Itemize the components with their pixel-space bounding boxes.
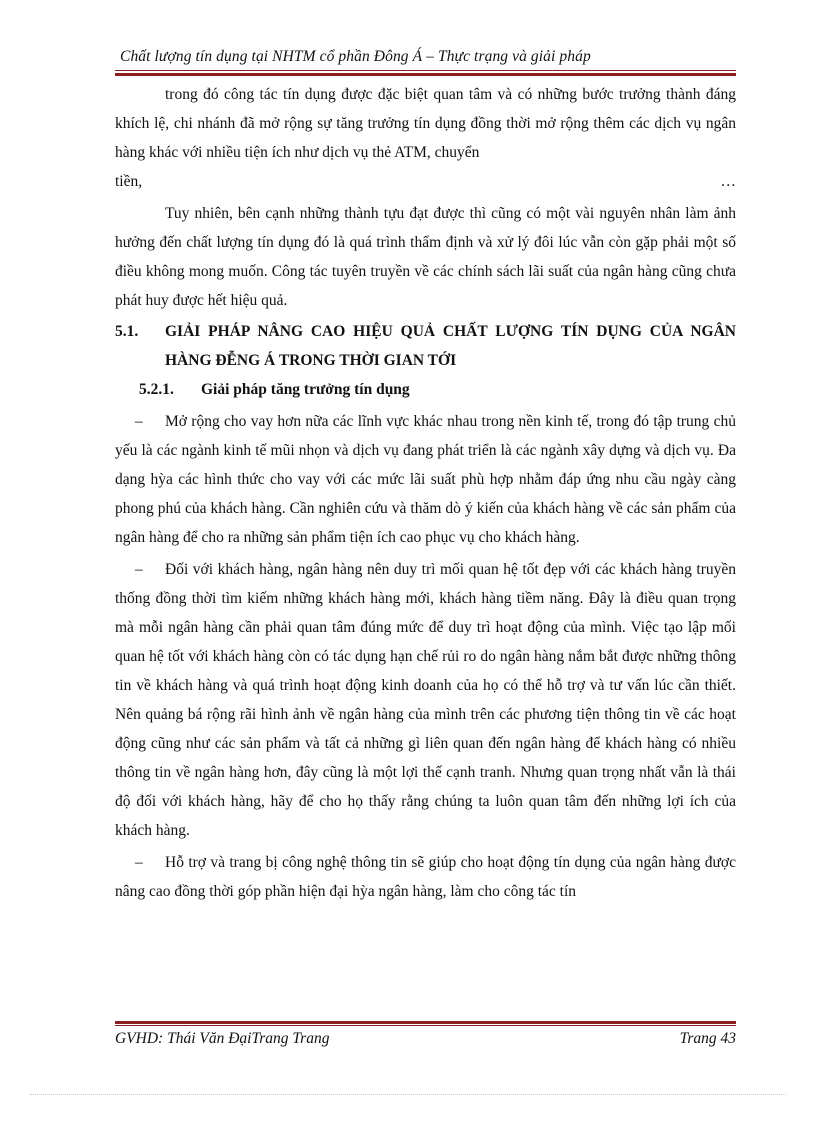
- paragraph-1-ellipsis: …: [720, 173, 736, 190]
- bullet-text: Mở rộng cho vay hơn nữa các lĩnh vực khác nhau trong nền kinh tế, trong đó tập trung chủ yếu là các ngành kinh tế mũi nhọn và dịch vụ đang phát triển là các ngành xây dựng và dịch vụ. Đa dạng hỳa các hình thức cho vay với các mức lãi suất phù hợp nhằm đáp ứng nhu cầu ngày càng phong phú của khách hàng. Cần nghiên cứu và thăm dò ý kiến của khách hàng về các sản phẩm của ngân hàng để cho ra những sản phẩm tiện ích cao phục vụ cho khách hàng.: [115, 413, 736, 546]
- bullet-dash: –: [135, 413, 143, 430]
- page-content: [115, 80, 736, 906]
- section-title: GIẢI PHÁP NÂNG CAO HIỆU QUẢ CHẤT LƯỢNG TÍN DỤNG CỦA NGÂN HÀNG ĐỄNG Á TRONG THỜI GIAN TỚI: [165, 323, 736, 369]
- paragraph-1-last-line: [115, 167, 736, 196]
- section-heading-5-1: [115, 317, 736, 375]
- bullet-item-2: [115, 555, 736, 845]
- bullet-text: Hỗ trợ và trang bị công nghệ thông tin sẽ giúp cho hoạt động tín dụng của ngân hàng được nâng cao đồng thời góp phần hiện đại hỳa ngân hàng, làm cho công tác tín: [115, 854, 736, 900]
- footer-supervisor: GVHD: Thái Văn ĐạiTrang Trang: [115, 1030, 330, 1047]
- paragraph-1-last-word: tiền,: [115, 173, 143, 190]
- footer-rule-thick: [115, 1021, 736, 1024]
- subsection-number: 5.2.1.: [139, 381, 174, 398]
- bullet-dash: –: [135, 561, 143, 578]
- section-number: 5.1.: [115, 323, 139, 340]
- paragraph-2: Tuy nhiên, bên cạnh những thành tựu đạt được thì cũng có một vài nguyên nhân làm ảnh hưởng đến chất lượng tín dụng đó là quá trình thẩm định và xử lý đôi lúc vẫn còn gặp phải một số điều không mong muốn. Công tác tuyên truyền về các chính sách lãi suất của ngân hàng cũng chưa phát huy được hết hiệu quả.: [115, 205, 736, 309]
- header-rule-thick: [115, 73, 736, 76]
- bullet-item-1: [115, 407, 736, 552]
- bullet-dash: –: [135, 854, 143, 871]
- subsection-title: Giải pháp tăng trưởng tín dụng: [201, 381, 410, 398]
- page-number: Trang 43: [679, 1030, 736, 1047]
- running-header: Chất lượng tín dụng tại NHTM cổ phần Đông Á – Thực trạng và giải pháp: [120, 48, 591, 65]
- header-rule-thin: [115, 70, 736, 71]
- bullet-item-3: [115, 848, 736, 906]
- bullet-text: Đối với khách hàng, ngân hàng nên duy trì mối quan hệ tốt đẹp với các khách hàng truyền thống đồng thời tìm kiếm những khách hàng mới, khách hàng tiềm năng. Đây là điều quan trọng mà mỗi ngân hàng cần phải quan tâm đúng mức để duy trì hoạt động của mình. Việc tạo lập mối quan hệ tốt với khách hàng còn có tác dụng hạn chế rủi ro do ngân hàng nắm bắt được những thông tin về khách hàng và quá trình hoạt động kinh doanh của họ có thể hỗ trợ và tư vấn lúc cần thiết. Nên quảng bá rộng rãi hình ảnh về ngân hàng của mình trên các phương tiện thông tin về các hoạt động cũng như các sản phẩm và tất cả những gì liên quan đến ngân hàng để khách hàng có nhiều thông tin về ngân hàng hơn, đây cũng là một lợi thế cạnh tranh. Nhưng quan trọng nhất vẫn là thái độ đối với khách hàng, hãy để cho họ thấy rằng chúng ta luôn quan tâm đến những lợi ích của khách hàng.: [115, 561, 736, 839]
- footer-rule-thin: [115, 1025, 736, 1026]
- page-boundary-line: [30, 1094, 786, 1095]
- subsection-heading-5-2-1: [115, 375, 736, 404]
- paragraph-1: trong đó công tác tín dụng được đặc biệt quan tâm và có những bước trưởng thành đáng khích lệ, chi nhánh đã mở rộng sự tăng trưởng tín dụng đồng thời mở rộng thêm các dịch vụ ngân hàng khác với nhiều tiện ích như dịch vụ thẻ ATM, chuyển: [115, 86, 736, 161]
